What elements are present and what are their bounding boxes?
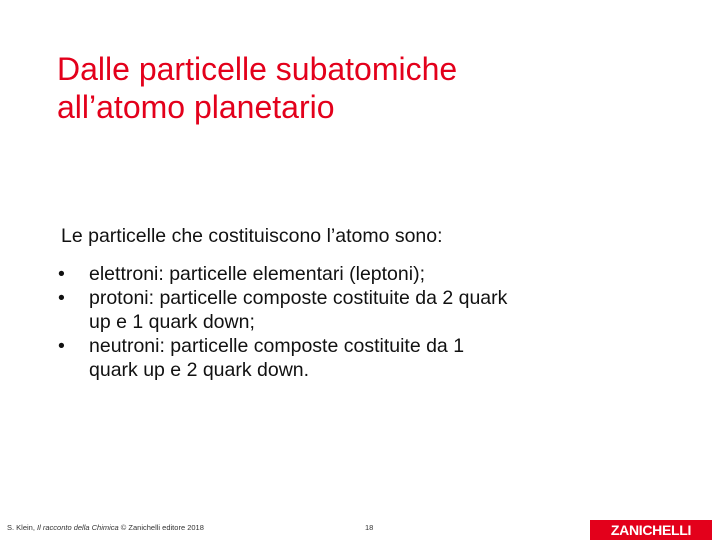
footer-publisher: © Zanichelli editore 2018 [118,523,204,532]
footer-book-title: Il racconto della Chimica [37,523,119,532]
footer-author: S. Klein, [7,523,38,532]
footer-credit [7,523,204,533]
bullet-marker: • [58,287,65,309]
bullet-marker: • [58,263,65,285]
list-item [58,334,618,382]
bullet-text-line-2: up e 1 quark down; [89,311,255,333]
list-item [58,262,618,286]
page-number: 18 [365,523,374,532]
bullet-text-line-1: elettroni: particelle elementari (leptoni); [89,263,425,285]
bullet-marker: • [58,335,65,357]
title-line-1: Dalle particelle subatomiche [57,51,458,87]
bullet-text-line-1: protoni: particelle composte costituite da 2 quark [89,287,508,309]
slide-title [57,50,677,126]
title-line-2: all’atomo planetario [57,89,335,125]
bullet-text-line-1: neutroni: particelle composte costituite da 1 [89,335,465,357]
bullet-text-line-2: quark up e 2 quark down. [89,359,310,381]
intro-text: Le particelle che costituiscono l’atomo sono: [61,225,443,247]
list-item [58,286,618,334]
bullet-list [58,262,618,382]
publisher-logo: ZANICHELLI [590,520,712,540]
